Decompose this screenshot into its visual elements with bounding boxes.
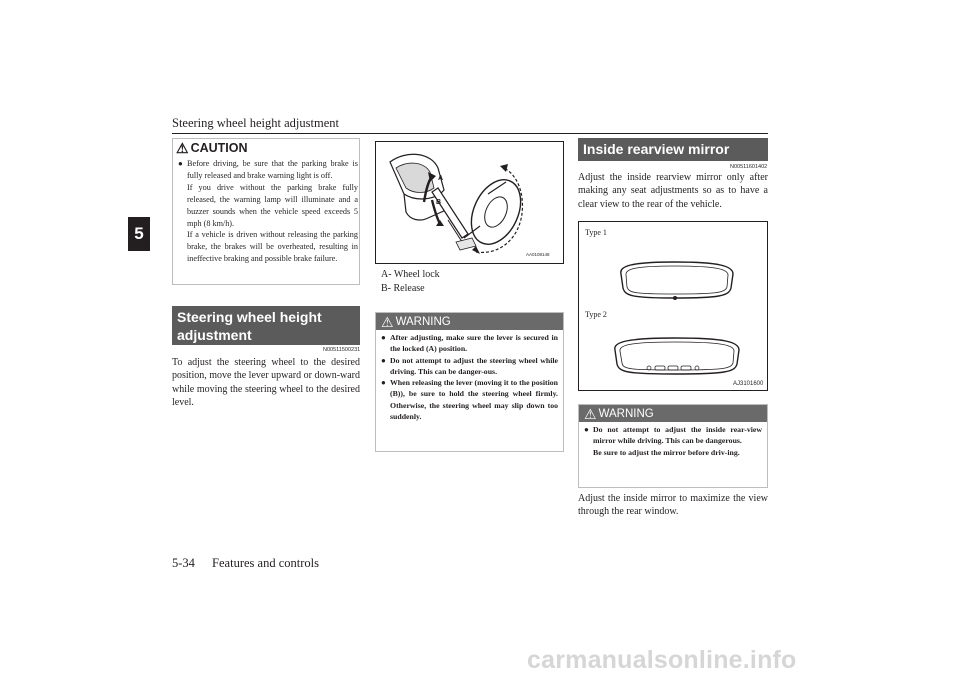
rearview-mirror-illustration: [578, 221, 768, 391]
figure2-code: AJ3101600: [733, 381, 764, 387]
warning-text-2: Be sure to adjust the mirror before driv-ing.: [593, 447, 740, 457]
steering-section-heading: Steering wheel height adjustment: [172, 306, 360, 345]
header-rule: [172, 133, 768, 134]
chapter-tab: 5: [128, 217, 150, 251]
caution-text-1: Before driving, be sure that the parking brake is fully released and brake warning light is off.: [187, 159, 358, 180]
mirror-section-heading: Inside rearview mirror: [578, 138, 768, 161]
legend-release: B- Release: [381, 283, 425, 294]
caution-text-2: If you drive without the parking brake fully released, the warning lamp will illuminate and a buzzer sounds when the vehicle speed exceeds 5 mph (8 km/h).: [187, 182, 358, 228]
legend-wheel-lock: A- Wheel lock: [381, 269, 440, 280]
callout-b: B: [436, 199, 442, 206]
bullet-icon: ●: [381, 378, 386, 388]
warning-header: [376, 313, 563, 330]
caution-box: [172, 138, 360, 285]
bullet-icon: ●: [178, 159, 183, 168]
caution-label: CAUTION: [190, 141, 248, 155]
page-footer: [172, 556, 333, 571]
warning-triangle-icon: ⚠: [584, 405, 597, 422]
bullet-icon: ●: [381, 355, 386, 365]
footer-section: Features and controls: [212, 556, 319, 570]
warning-box-mirror: [578, 404, 768, 488]
warning-bullet-2: [381, 355, 558, 378]
warning-box-steering: [375, 312, 564, 452]
warning-body: [376, 330, 563, 422]
warning-bullet-1: [584, 424, 762, 447]
watermark-logo: carmanualsonline.info: [527, 646, 797, 674]
warning-bullet-1: [381, 332, 558, 355]
warning-label: WARNING: [598, 407, 654, 420]
caution-text-3: If a vehicle is driven without releasing the parking brake, the brakes will be overheated, resulting in ineffective braking and possible brake failure.: [187, 230, 358, 264]
warning-bullet-3: [381, 377, 558, 422]
warning-triangle-icon: ⚠: [381, 313, 394, 330]
warning-text-1: After adjusting, make sure the lever is secured in the locked (A) position.: [390, 333, 558, 354]
mirror-section-text-after: Adjust the inside mirror to maximize the view through the rear window.: [578, 493, 768, 518]
bullet-icon: ●: [584, 425, 589, 434]
mirror-drawing: [579, 222, 767, 390]
caution-bullet: [178, 158, 358, 182]
warning-label: WARNING: [395, 315, 451, 328]
page-header-title: Steering wheel height adjustment: [172, 116, 339, 130]
warning-body: [579, 422, 767, 458]
mirror-section-text: Adjust the inside rearview mirror only after making any seat adjustments so as to have a clear view to the rear of the vehicle.: [578, 172, 768, 210]
warning-text-1: Do not attempt to adjust the inside rear-view mirror while driving. This can be dangerous.: [593, 425, 762, 446]
callout-a: A: [438, 175, 444, 182]
figure1-code: AA0108148: [526, 252, 550, 257]
caution-header: [176, 141, 248, 155]
steering-section-text: To adjust the steering wheel to the desired position, move the lever upward or down-ward while moving the steering wheel to the desired level.: [172, 357, 361, 408]
page-number: 5-34: [172, 556, 195, 570]
steering-lever-drawing: [376, 142, 563, 263]
mirror-section-code: N00511601402: [730, 164, 768, 170]
warning-text-2: Do not attempt to adjust the steering wheel while driving. This can be danger-ous.: [390, 355, 558, 376]
caution-body: [178, 158, 358, 265]
warning-triangle-icon: ⚠: [176, 140, 189, 156]
steering-section-code: N00511500231: [323, 347, 361, 353]
warning-text-3: When releasing the lever (moving it to the position (B)), be sure to hold the steering wheel firmly. Otherwise, the steering wheel may slip down too suddenly.: [390, 378, 558, 422]
bullet-icon: ●: [381, 333, 386, 342]
warning-header: [579, 405, 767, 422]
mirror-type-1-label: Type 1: [585, 228, 607, 237]
mirror-type-2-label: Type 2: [585, 310, 607, 319]
steering-lever-illustration: [375, 141, 564, 264]
